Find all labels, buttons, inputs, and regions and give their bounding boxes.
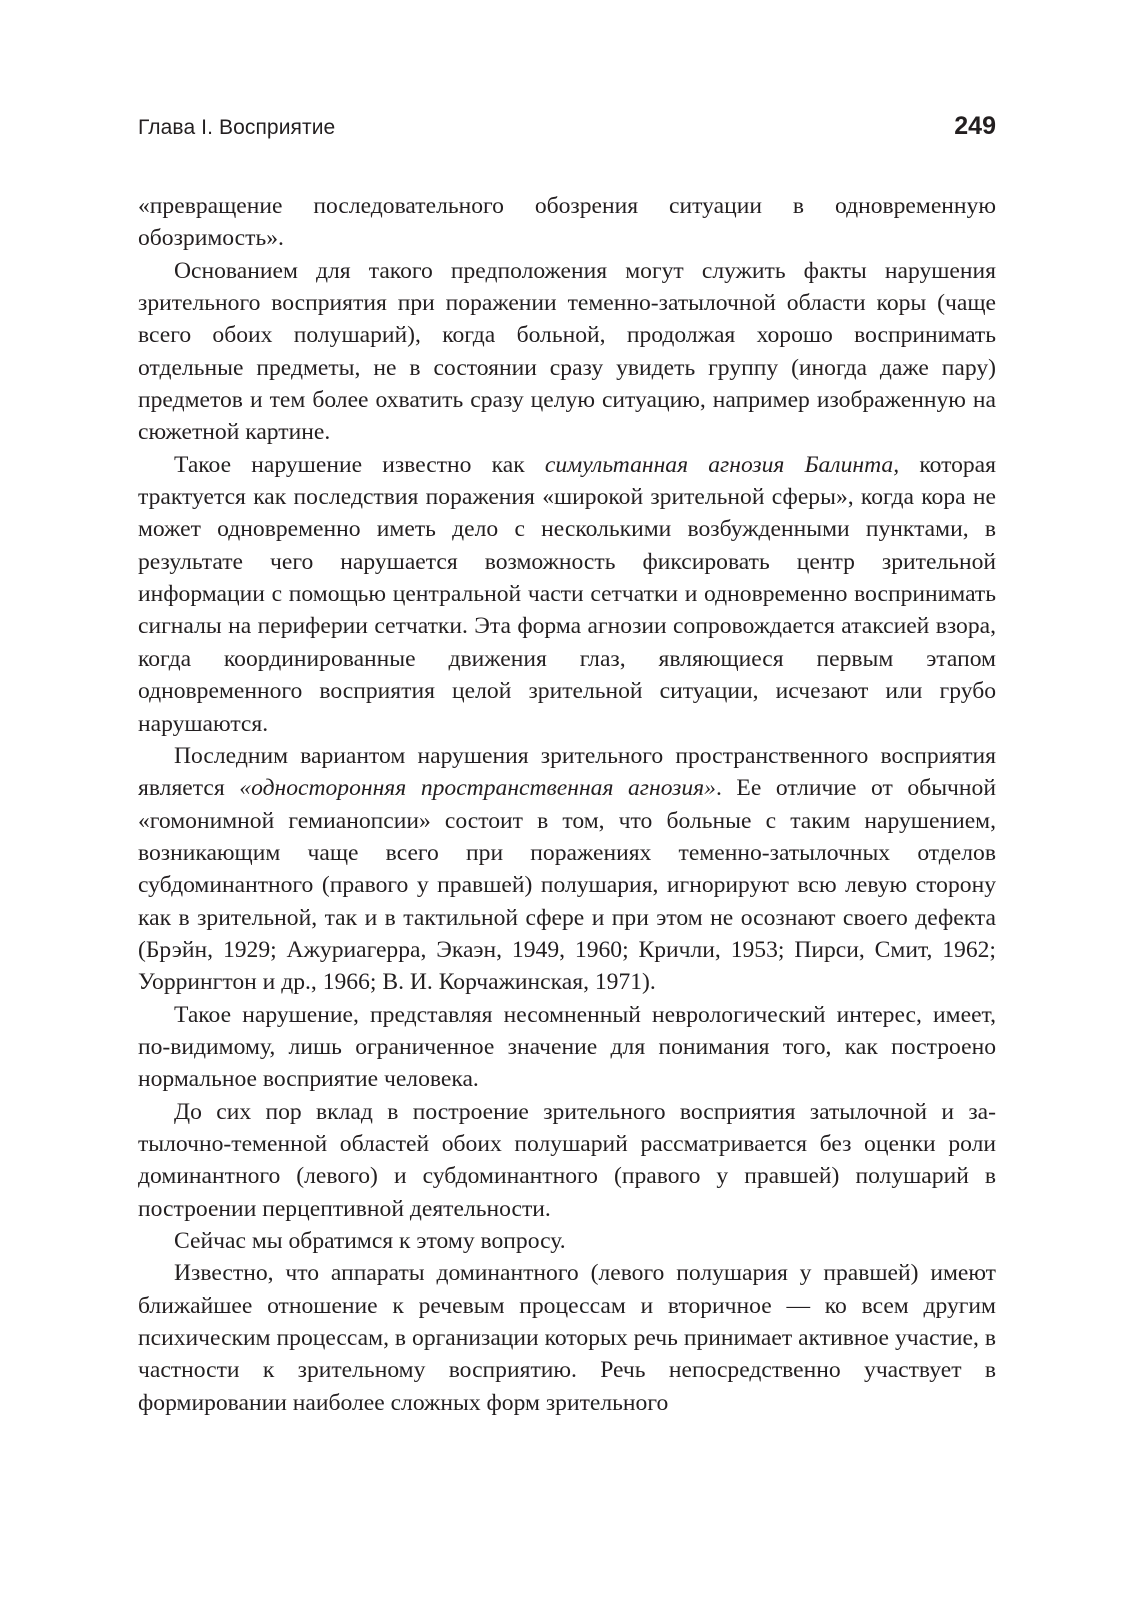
text-run: Такое нарушение, представляя несомненный неврологический интерес, имеет, по-видимому, лишь ограниченное значение для понимания того, как построено нормальное восприятие человека. [138,1001,996,1093]
running-head [138,112,996,152]
text-run: которая трактуется как последствия поражения «широкой зрительной сферы», когда кора не может одновременно иметь дело с несколькими возбужденными пунктами, в результате чего нарушается возможность фиксировать центр зрительной информации с помощью центральной части сетчатки и одновременно воспринимать сигналы на периферии сетчатки. Эта форма агнозии сопровождается атаксией взора, когда координированные движения глаз, являющиеся первым этапом одновременного восприятия целой зрительной ситуации, исчезают или грубо нарушаются. [138,451,996,737]
paragraph [138,1096,996,1225]
paragraph [138,740,996,999]
italic-term: симультанная агнозия Балинта, [544,451,900,478]
text-run: Основанием для такого предположения могут служить факты нарушения зрительного восприятия при поражении теменно-затылочной области коры (чаще всего обоих полушарий), когда больной, продолжая хорошо воспринимать отдельные предметы, не в состоянии сразу увидеть группу (иногда даже пару) предметов и тем более охватить сразу целую ситуацию, например изображенную на сюжетной картине. [138,257,996,446]
paragraph [138,190,996,255]
paragraph [138,1225,996,1257]
text-run: Сейчас мы обратимся к этому вопросу. [174,1228,566,1254]
italic-term: «односторонняя пространственная агнозия» [239,775,716,802]
text-run: Такое нарушение известно как [174,451,545,478]
text-run: До сих пор вклад в построение зрительного восприятия затылочной и затылочно-теменной областей обоих полушарий рассматривается без оценки роли доминантного (левого) и субдоминантного (правого у правшей) полушарий в построении перцептивной деятельности. [138,1098,996,1222]
paragraph [138,1257,996,1419]
text-run: Последним вариантом нарушения зрительного пространственного восприятия является [138,742,996,802]
paragraph [138,999,996,1096]
text-run: «превращение последовательного обозрения ситуации в одновременную обозримость». [138,193,996,252]
text-run: . Ее отличие от обычной «гомонимной гемианопсии» состоит в том, что больные с таким нарушением, возникающим чаще всего при поражениях теменно-затылочных отделов субдоминантного (правого у правшей) полушария, игнорируют всю левую сторону как в зрительной, так и в тактильной сфере и при этом не осознают своего дефекта (Брэйн, 1929; Ажуриагерра, Экаэн, 1949, 1960; Кричли, 1953; Пирси, Смит, 1962; Уоррингтон и др., 1966; В. И. Корчажинская, 1971). [138,775,996,996]
paragraph [138,255,996,449]
paragraph [138,449,996,740]
chapter-title: Глава I. Восприятие [138,116,336,139]
text-run: Известно, что аппараты доминантного (левого полушария у правшей) имеют ближайшее отношение к речевым процессам и вторичное — ко всем другим психическим процессам, в организации которых речь принимает активное участие, в частности к зрительному восприятию. Речь непосредственно участвует в формировании наиболее сложных форм зрительного [138,1260,996,1416]
page-number: 249 [954,112,996,140]
body-text [138,190,996,1419]
